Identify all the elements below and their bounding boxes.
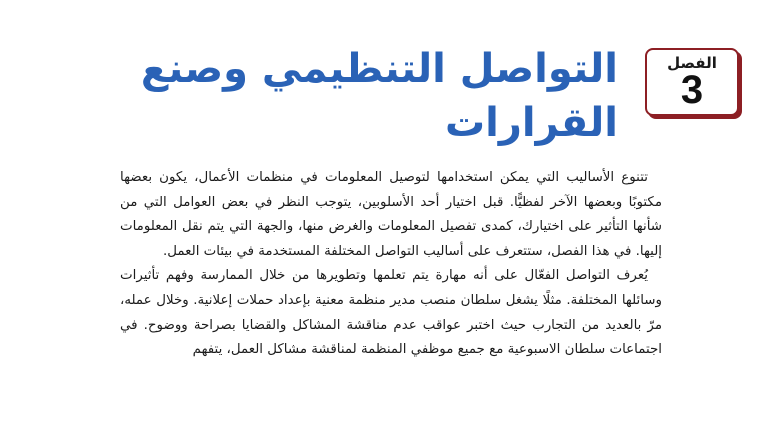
paragraph: يُعرف التواصل الفعّال على أنه مهارة يتم تعلمها وتطويرها من خلال الممارسة وفهم تأثيرات وسائلها المختلفة. مثلًا يشغل سلطان منصب مدير منظمة معنية بإعداد حملات إعلانية. وخلال عمله، مرّ بالعديد من التجارب حيث اختبر عواقب عدم مناقشة المشاكل والقضايا بصراحة ووضوح. في اجتماعات سلطان الاسبوعية مع جميع موظفي المنظمة لمناقشة مشاكل العمل، يتفهم [120, 268, 662, 358]
chapter-number: 3 [680, 68, 704, 112]
chapter-badge [645, 48, 739, 116]
paragraph: تتنوع الأساليب التي يمكن استخدامها لتوصيل المعلومات في منظمات الأعمال، يكون بعضها مكتوبًا وبعضها الآخر لفظيًّا. قبل اختيار أحد الأسلوبين، يتوجب النظر في بعض العوامل التي من شأنها التأثير على اختيارك، كمدى تفصيل المعلومات والغرض منها، والجهة التي يتم نقل المعلومات إليها. في هذا الفصل، ستتعرف على أساليب التواصل المختلفة المستخدمة في بيئات العمل. [120, 170, 662, 259]
body-text [120, 166, 662, 363]
page-title: التواصل التنظيمي وصنع القرارات [140, 46, 618, 146]
chapter-label: الفصل [667, 54, 717, 72]
